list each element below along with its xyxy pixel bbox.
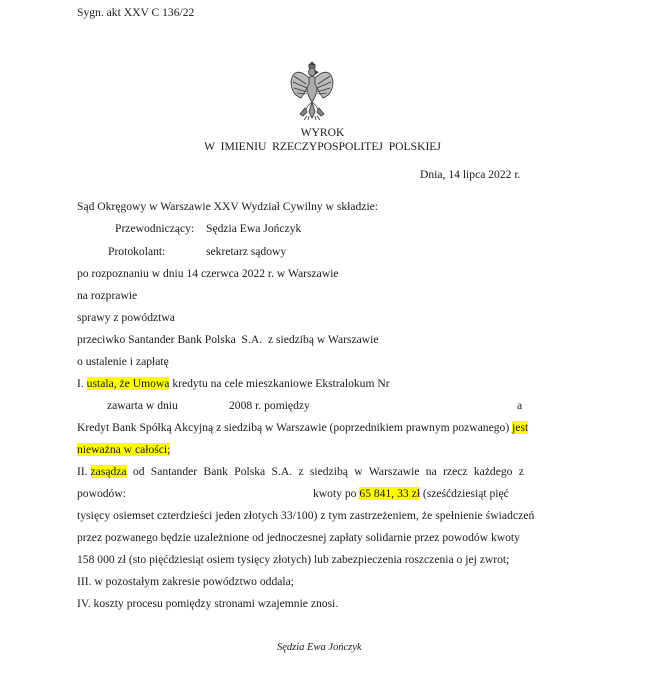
- point-1-parties: Kredyt Bank Spółką Akcyjną z siedzibą w Warszawie (poprzednikiem prawnym pozwanego): [77, 421, 510, 434]
- point-1-line-3: [77, 421, 528, 435]
- word: każdego: [473, 465, 513, 478]
- point-2-line-5: 158 000 zł (sto pięćdziesiąt osiem tysięcy złotych) lub zabezpieczenia roszczenia o jej zwrot;: [77, 553, 510, 566]
- word: Warszawie: [368, 465, 420, 478]
- highlight-ustala: ustala, że Umowa: [86, 377, 170, 390]
- point-2-line-1: [77, 465, 524, 479]
- document-subtitle: W IMIENIU RZECZYPOSPOLITEJ POLSKIEJ: [204, 140, 441, 153]
- document-title: WYROK: [300, 126, 345, 139]
- point-2-amount-line: [313, 487, 509, 501]
- word: rzecz: [443, 465, 468, 478]
- point-2-line-3: tysięcy osiemset czterdzieści jeden złotych 33/100) z tym zastrzeżeniem, że spełnienie świadczeń: [77, 509, 535, 522]
- word: z: [518, 465, 524, 478]
- hearing-line: po rozpoznaniu w dniu 14 czerwca 2022 r. w Warszawie: [77, 267, 339, 280]
- word: Polska: [234, 465, 266, 478]
- hearing-type: na rozprawie: [77, 289, 138, 302]
- against-line: przeciwko Santander Bank Polska S.A. z siedzibą w Warszawie: [77, 333, 379, 346]
- word: siedzibą: [309, 465, 348, 478]
- point-1-date-c: a: [517, 399, 523, 412]
- word: z: [298, 465, 304, 478]
- point-3: III. w pozostałym zakresie powództwo oddala;: [77, 575, 294, 588]
- judge-signature: Sędzia Ewa Jończyk: [277, 642, 362, 653]
- case-number: Sygn. akt XXV C 136/22: [77, 6, 195, 19]
- point-1-rest: kredytu na cele mieszkaniowe Ekstralokum Nr: [169, 377, 390, 390]
- point-2-roman: II.: [77, 465, 88, 478]
- point-1-prefix: I.: [77, 377, 87, 390]
- point-1-line-4: [77, 443, 170, 457]
- word: Santander: [150, 465, 198, 478]
- point-2-powodow: powodów:: [77, 487, 126, 500]
- highlight-jest: jest: [512, 421, 529, 434]
- polish-eagle-emblem-icon: [289, 58, 335, 122]
- highlight-niewazna: nieważna w całości;: [77, 443, 171, 456]
- presiding-label: Przewodniczący:: [115, 222, 195, 235]
- point-2-kwoty: kwoty po: [313, 487, 357, 500]
- point-2-prefix: [77, 465, 127, 479]
- word: S.A.: [271, 465, 293, 478]
- point-1-date-a: zawarta w dniu: [107, 399, 178, 412]
- clerk-label: Protokolant:: [108, 245, 166, 258]
- judgment-date: Dnia, 14 lipca 2022 r.: [420, 168, 521, 181]
- court-composition: Sąd Okręgowy w Warszawie XXV Wydział Cywilny w składzie:: [77, 200, 379, 213]
- word: w: [354, 465, 363, 478]
- point-2-line-4: przez pozwanego będzie uzależnione od jednoczesnej zapłaty solidarnie przez powodów kwoty: [77, 531, 520, 544]
- point-4: IV. koszty procesu pomiędzy stronami wzajemnie znosi.: [77, 597, 339, 610]
- point-1-line-1: [77, 377, 390, 391]
- word: Bank: [203, 465, 228, 478]
- point-2-amount-words: (sześćdziesiąt pięć: [422, 487, 509, 500]
- highlight-zasadza: zasądza: [90, 465, 127, 478]
- point-1-date-b: 2008 r. pomiędzy: [229, 399, 310, 412]
- word: od: [132, 465, 145, 478]
- highlight-amount: 65 841, 33 zł: [359, 487, 420, 500]
- case-from: sprawy z powództwa: [77, 311, 175, 324]
- word: na: [425, 465, 437, 478]
- clerk-value: sekretarz sądowy: [206, 245, 287, 258]
- subject-line: o ustalenie i zapłatę: [77, 355, 169, 368]
- presiding-judge: Sędzia Ewa Jończyk: [206, 222, 302, 235]
